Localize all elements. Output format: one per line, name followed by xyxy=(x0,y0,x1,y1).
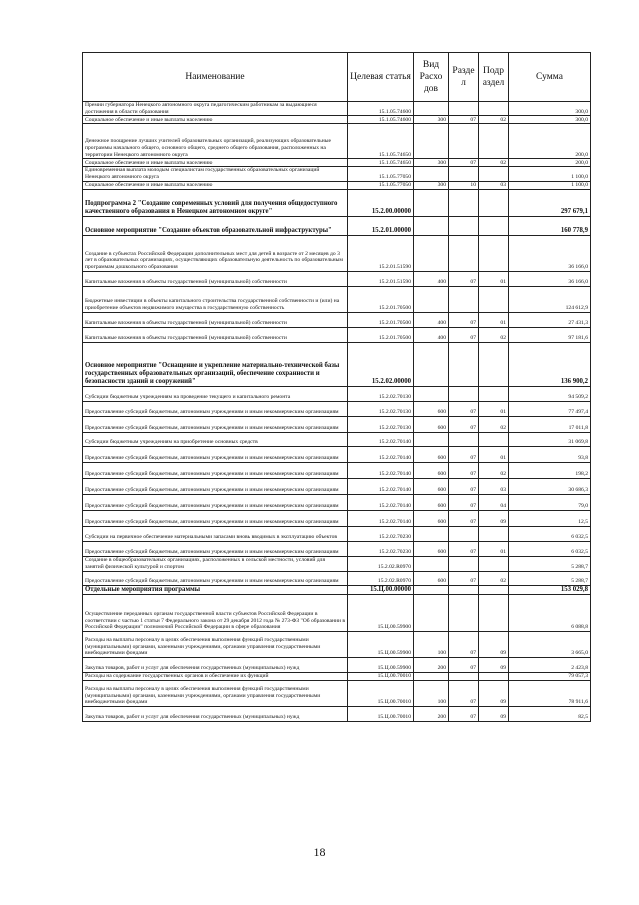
cell-name: Социальное обеспечение и иные выплаты населению xyxy=(83,116,348,124)
cell-razdel xyxy=(449,216,479,235)
cell-sum: 77 497,4 xyxy=(509,401,591,416)
cell-name: Предоставление субсидий бюджетным, автономным учреждениям и иным некоммерческим организациям xyxy=(83,510,348,526)
cell-vid: 600 xyxy=(414,478,449,494)
cell-article: 15.1.05.77050 xyxy=(348,167,414,181)
cell-podrazdel: 02 xyxy=(479,116,509,124)
cell-name: Предоставление субсидий бюджетным, автономным учреждениям и иным некоммерческим организациям xyxy=(83,446,348,462)
table-row xyxy=(83,478,591,494)
cell-razdel xyxy=(449,556,479,571)
cell-article: 15.Ц.00.70010 xyxy=(348,672,414,680)
cell-razdel: 07 xyxy=(449,657,479,672)
cell-podrazdel xyxy=(479,216,509,235)
cell-podrazdel: 09 xyxy=(479,680,509,706)
table-row xyxy=(83,494,591,510)
cell-vid: 600 xyxy=(414,401,449,416)
table-row xyxy=(83,594,591,631)
cell-sum: 17 011,8 xyxy=(509,416,591,432)
cell-article: 15.1.05.74650 xyxy=(348,124,414,159)
cell-sum: 136 900,2 xyxy=(509,342,591,386)
cell-sum: 5 288,7 xyxy=(509,571,591,585)
cell-razdel xyxy=(449,189,479,216)
cell-vid: 300 xyxy=(414,159,449,167)
cell-podrazdel: 02 xyxy=(479,159,509,167)
cell-article: 15.2.02.70130 xyxy=(348,386,414,401)
cell-sum: 200,0 xyxy=(509,159,591,167)
cell-podrazdel: 01 xyxy=(479,271,509,286)
cell-sum: 79,0 xyxy=(509,494,591,510)
cell-sum: 297 679,1 xyxy=(509,189,591,216)
cell-vid: 400 xyxy=(414,327,449,342)
cell-podrazdel xyxy=(479,102,509,116)
cell-razdel: 07 xyxy=(449,446,479,462)
cell-article: 15.2.01.00000 xyxy=(348,216,414,235)
cell-razdel: 07 xyxy=(449,159,479,167)
cell-article: 15.2.02.70140 xyxy=(348,446,414,462)
cell-podrazdel xyxy=(479,386,509,401)
cell-podrazdel xyxy=(479,526,509,541)
cell-name: Капитальные вложения в объекты государственной (муниципальной) собственности xyxy=(83,327,348,342)
table-row xyxy=(83,216,591,235)
cell-sum: 160 778,9 xyxy=(509,216,591,235)
table-row xyxy=(83,189,591,216)
table-row xyxy=(83,657,591,672)
cell-vid: 600 xyxy=(414,494,449,510)
cell-sum: 300,0 xyxy=(509,116,591,124)
cell-razdel xyxy=(449,235,479,271)
cell-razdel: 07 xyxy=(449,271,479,286)
table-row xyxy=(83,181,591,189)
cell-article: 15.Ц.00.00000 xyxy=(348,585,414,594)
cell-name: Бюджетные инвестиции в объекты капитального строительства государственной собственности и (или) на приобретение объектов недвижимого имущества в государственную собственность xyxy=(83,286,348,312)
cell-podrazdel: 04 xyxy=(479,494,509,510)
table-row xyxy=(83,342,591,386)
cell-razdel: 07 xyxy=(449,312,479,327)
cell-sum: 6 088,8 xyxy=(509,594,591,631)
cell-podrazdel: 02 xyxy=(479,416,509,432)
cell-sum: 94 509,2 xyxy=(509,386,591,401)
cell-podrazdel xyxy=(479,167,509,181)
cell-sum: 12,5 xyxy=(509,510,591,526)
cell-sum: 79 057,3 xyxy=(509,672,591,680)
cell-name: Единовременная выплата молодым специалистам государственных образовательных организаций Ненецкого автономного округа xyxy=(83,167,348,181)
cell-name: Капитальные вложения в объекты государственной (муниципальной) собственности xyxy=(83,271,348,286)
cell-sum: 1 100,0 xyxy=(509,167,591,181)
col-header-razdel: Разде л xyxy=(449,53,479,102)
cell-article: 15.2.00.00000 xyxy=(348,189,414,216)
cell-name: Отдельные мероприятия программы xyxy=(83,585,348,594)
cell-name: Социальное обеспечение и иные выплаты населению xyxy=(83,159,348,167)
cell-article: 15.Ц.00.70010 xyxy=(348,680,414,706)
table-row xyxy=(83,159,591,167)
cell-sum: 93,8 xyxy=(509,446,591,462)
cell-name: Основное мероприятие "Оснащение и укрепление материально-технической базы государственных образовательных организаций, обеспечение сохранности и безопасности зданий и сооружений" xyxy=(83,342,348,386)
cell-razdel xyxy=(449,342,479,386)
cell-article: 15.1.05.74650 xyxy=(348,159,414,167)
cell-article: 15.Ц.00.70010 xyxy=(348,706,414,721)
cell-sum: 2 423,8 xyxy=(509,657,591,672)
cell-sum: 78 911,6 xyxy=(509,680,591,706)
table-row xyxy=(83,446,591,462)
cell-article: 15.2.02.70130 xyxy=(348,401,414,416)
cell-razdel xyxy=(449,432,479,446)
cell-name: Основное мероприятие "Создание объектов образовательной инфраструктуры" xyxy=(83,216,348,235)
table-body xyxy=(83,102,591,722)
cell-vid: 400 xyxy=(414,312,449,327)
table-row xyxy=(83,631,591,657)
table-row xyxy=(83,102,591,116)
cell-article: 15.2.02.R0970 xyxy=(348,556,414,571)
table-header-row xyxy=(83,53,591,102)
cell-name: Денежное поощрение лучших учителей образовательных организаций, реализующих образовательные программы начального общего, основного общего, среднего общего образования, расположенных на территории Ненецкого автономного округа xyxy=(83,124,348,159)
cell-vid: 100 xyxy=(414,680,449,706)
budget-table xyxy=(82,52,591,722)
cell-sum: 27 431,3 xyxy=(509,312,591,327)
cell-razdel: 07 xyxy=(449,494,479,510)
cell-razdel: 10 xyxy=(449,181,479,189)
cell-vid: 600 xyxy=(414,510,449,526)
cell-razdel xyxy=(449,286,479,312)
table-row xyxy=(83,510,591,526)
cell-podrazdel xyxy=(479,342,509,386)
table-row xyxy=(83,432,591,446)
cell-name: Предоставление субсидий бюджетным, автономным учреждениям и иным некоммерческим организациям xyxy=(83,401,348,416)
cell-podrazdel: 02 xyxy=(479,571,509,585)
cell-vid xyxy=(414,585,449,594)
cell-article: 15.2.02.00000 xyxy=(348,342,414,386)
cell-podrazdel xyxy=(479,235,509,271)
cell-sum: 200,0 xyxy=(509,124,591,159)
cell-razdel: 07 xyxy=(449,416,479,432)
cell-article: 15.2.02.70230 xyxy=(348,526,414,541)
cell-name: Подпрограмма 2 "Создание современных условий для получения общедоступного качественного образования в Ненецком автономном округе" xyxy=(83,189,348,216)
table-row xyxy=(83,235,591,271)
cell-vid: 300 xyxy=(414,181,449,189)
cell-sum: 36 166,0 xyxy=(509,235,591,271)
budget-document xyxy=(82,52,590,722)
cell-name: Субсидии на первичное обеспечение материальными запасами вновь вводимых в эксплуатацию объектов xyxy=(83,526,348,541)
cell-name: Предоставление субсидий бюджетным, автономным учреждениям и иным некоммерческим организациям xyxy=(83,462,348,478)
cell-vid: 600 xyxy=(414,462,449,478)
table-row xyxy=(83,541,591,556)
cell-vid xyxy=(414,189,449,216)
cell-vid: 600 xyxy=(414,541,449,556)
cell-sum: 300,0 xyxy=(509,102,591,116)
cell-razdel xyxy=(449,386,479,401)
cell-podrazdel xyxy=(479,594,509,631)
col-header-article: Целевая статья xyxy=(348,53,414,102)
cell-article: 15.Ц.00.59900 xyxy=(348,594,414,631)
cell-vid: 600 xyxy=(414,446,449,462)
cell-name: Предоставление субсидий бюджетным, автономным учреждениям и иным некоммерческим организациям xyxy=(83,541,348,556)
cell-podrazdel: 01 xyxy=(479,446,509,462)
table-row xyxy=(83,286,591,312)
cell-vid xyxy=(414,594,449,631)
cell-podrazdel: 01 xyxy=(479,312,509,327)
cell-podrazdel: 03 xyxy=(479,181,509,189)
cell-podrazdel xyxy=(479,585,509,594)
table-row xyxy=(83,672,591,680)
table-row xyxy=(83,386,591,401)
cell-razdel xyxy=(449,585,479,594)
table-row xyxy=(83,526,591,541)
cell-podrazdel xyxy=(479,556,509,571)
cell-article: 15.2.02.70140 xyxy=(348,462,414,478)
cell-vid xyxy=(414,556,449,571)
cell-razdel xyxy=(449,102,479,116)
cell-sum: 6 032,5 xyxy=(509,526,591,541)
cell-razdel: 07 xyxy=(449,510,479,526)
table-row xyxy=(83,462,591,478)
cell-vid: 600 xyxy=(414,571,449,585)
cell-vid: 200 xyxy=(414,706,449,721)
table-row xyxy=(83,585,591,594)
cell-podrazdel xyxy=(479,286,509,312)
cell-vid xyxy=(414,286,449,312)
table-row xyxy=(83,312,591,327)
cell-podrazdel xyxy=(479,672,509,680)
cell-name: Расходы на выплаты персоналу в целях обеспечения выполнения функций государственными (муниципальными) органами, казенными учреждениями, органами управления государственными внебюджетными фондами xyxy=(83,680,348,706)
table-row xyxy=(83,271,591,286)
cell-name: Создание в субъектах Российской Федерации дополнительных мест для детей в возрасте от 2 месяцев до 3 лет в образовательных организациях, осуществляющих образовательную деятельность по образовательным программам дошкольного образования xyxy=(83,235,348,271)
cell-name: Капитальные вложения в объекты государственной (муниципальной) собственности xyxy=(83,312,348,327)
cell-article: 15.2.02.70230 xyxy=(348,541,414,556)
cell-name: Предоставление субсидий бюджетным, автономным учреждениям и иным некоммерческим организациям xyxy=(83,416,348,432)
cell-podrazdel: 02 xyxy=(479,462,509,478)
col-header-vid: Вид Расхо дов xyxy=(414,53,449,102)
table-row xyxy=(83,680,591,706)
cell-vid: 400 xyxy=(414,271,449,286)
cell-sum: 1 100,0 xyxy=(509,181,591,189)
cell-podrazdel: 09 xyxy=(479,657,509,672)
cell-sum: 36 166,0 xyxy=(509,271,591,286)
cell-vid xyxy=(414,102,449,116)
cell-article: 15.1.05.74600 xyxy=(348,116,414,124)
cell-article: 15.2.02.70140 xyxy=(348,494,414,510)
cell-name: Предоставление субсидий бюджетным, автономным учреждениям и иным некоммерческим организациям xyxy=(83,494,348,510)
cell-article: 15.2.01.70500 xyxy=(348,286,414,312)
cell-vid xyxy=(414,672,449,680)
cell-article: 15.2.02.70140 xyxy=(348,510,414,526)
cell-name: Субсидии бюджетным учреждениям на проведение текущего и капитального ремонта xyxy=(83,386,348,401)
cell-podrazdel: 09 xyxy=(479,510,509,526)
cell-article: 15.2.02.70140 xyxy=(348,478,414,494)
table-row xyxy=(83,116,591,124)
cell-vid: 100 xyxy=(414,631,449,657)
cell-name: Закупка товаров, работ и услуг для обеспечения государственных (муниципальных) нужд xyxy=(83,706,348,721)
table-row xyxy=(83,401,591,416)
cell-podrazdel: 01 xyxy=(479,401,509,416)
cell-podrazdel xyxy=(479,189,509,216)
cell-razdel: 07 xyxy=(449,462,479,478)
cell-vid xyxy=(414,342,449,386)
col-header-summa: Сумма xyxy=(509,53,591,102)
cell-name: Закупка товаров, работ и услуг для обеспечения государственных (муниципальных) нужд xyxy=(83,657,348,672)
cell-sum: 198,2 xyxy=(509,462,591,478)
cell-name: Осуществление переданных органам государственной власти субъектов Российской Федерации в соответствии с частью 1 статьи 7 Федерального закона от 29 декабря 2012 года № 273-ФЗ "Об образовании в Российской Федерации" полномочий Российской Федерации в сфере образования xyxy=(83,594,348,631)
cell-name: Создание в общеобразовательных организациях, расположенных в сельской местности, условий для занятий физической культурой и спортом xyxy=(83,556,348,571)
cell-article: 15.Ц.00.59900 xyxy=(348,657,414,672)
cell-sum: 5 288,7 xyxy=(509,556,591,571)
table-row xyxy=(83,556,591,571)
cell-sum: 82,5 xyxy=(509,706,591,721)
cell-article: 15.2.02.R0970 xyxy=(348,571,414,585)
cell-razdel: 07 xyxy=(449,541,479,556)
cell-podrazdel: 09 xyxy=(479,706,509,721)
cell-podrazdel: 03 xyxy=(479,478,509,494)
table-row xyxy=(83,571,591,585)
cell-article: 15.2.02.70130 xyxy=(348,416,414,432)
cell-vid xyxy=(414,386,449,401)
table-row xyxy=(83,706,591,721)
page-number: 18 xyxy=(313,845,326,859)
cell-name: Расходы на выплаты персоналу в целях обеспечения выполнения функций государственными (муниципальными) органами, казенными учреждениями, органами управления государственными внебюджетными фондами xyxy=(83,631,348,657)
cell-razdel xyxy=(449,526,479,541)
cell-article: 15.1.05.77050 xyxy=(348,181,414,189)
cell-vid xyxy=(414,124,449,159)
cell-razdel xyxy=(449,594,479,631)
cell-razdel xyxy=(449,124,479,159)
cell-vid: 600 xyxy=(414,416,449,432)
cell-article: 15.1.05.74600 xyxy=(348,102,414,116)
table-row xyxy=(83,416,591,432)
cell-vid: 300 xyxy=(414,116,449,124)
cell-vid: 200 xyxy=(414,657,449,672)
cell-razdel: 07 xyxy=(449,478,479,494)
cell-podrazdel xyxy=(479,124,509,159)
cell-razdel xyxy=(449,167,479,181)
cell-article: 15.Ц.00.59900 xyxy=(348,631,414,657)
cell-razdel: 07 xyxy=(449,631,479,657)
cell-razdel: 07 xyxy=(449,571,479,585)
cell-name: Социальное обеспечение и иные выплаты населению xyxy=(83,181,348,189)
cell-vid xyxy=(414,216,449,235)
cell-name: Предоставление субсидий бюджетным, автономным учреждениям и иным некоммерческим организациям xyxy=(83,571,348,585)
cell-podrazdel: 02 xyxy=(479,327,509,342)
col-header-podrazdel: Подр аздел xyxy=(479,53,509,102)
cell-sum: 30 686,3 xyxy=(509,478,591,494)
cell-name: Субсидии бюджетным учреждениям на приобретение основных средств xyxy=(83,432,348,446)
cell-razdel: 07 xyxy=(449,116,479,124)
cell-sum: 31 069,8 xyxy=(509,432,591,446)
cell-vid xyxy=(414,235,449,271)
cell-sum: 97 181,6 xyxy=(509,327,591,342)
cell-podrazdel: 01 xyxy=(479,541,509,556)
cell-article: 15.2.01.70500 xyxy=(348,327,414,342)
cell-sum: 153 029,8 xyxy=(509,585,591,594)
cell-article: 15.2.01.70500 xyxy=(348,312,414,327)
cell-vid xyxy=(414,432,449,446)
cell-name: Расходы на содержание государственных органов и обеспечение их функций xyxy=(83,672,348,680)
cell-razdel: 07 xyxy=(449,680,479,706)
cell-sum: 3 665,0 xyxy=(509,631,591,657)
cell-name: Предоставление субсидий бюджетным, автономным учреждениям и иным некоммерческим организациям xyxy=(83,478,348,494)
table-row xyxy=(83,167,591,181)
cell-article: 15.2.02.70140 xyxy=(348,432,414,446)
cell-razdel xyxy=(449,672,479,680)
cell-article: 15.2.01.51590 xyxy=(348,235,414,271)
cell-sum: 124 612,9 xyxy=(509,286,591,312)
cell-razdel: 07 xyxy=(449,706,479,721)
table-row xyxy=(83,327,591,342)
cell-vid xyxy=(414,526,449,541)
table-row xyxy=(83,124,591,159)
cell-razdel: 07 xyxy=(449,401,479,416)
cell-podrazdel: 09 xyxy=(479,631,509,657)
col-header-name: Наименование xyxy=(83,53,348,102)
cell-name: Премии губернатора Ненецкого автономного округа педагогическим работникам за выдающиеся достижения в области образования xyxy=(83,102,348,116)
cell-article: 15.2.01.51590 xyxy=(348,271,414,286)
cell-vid xyxy=(414,167,449,181)
cell-sum: 6 032,5 xyxy=(509,541,591,556)
cell-razdel: 07 xyxy=(449,327,479,342)
cell-podrazdel xyxy=(479,432,509,446)
